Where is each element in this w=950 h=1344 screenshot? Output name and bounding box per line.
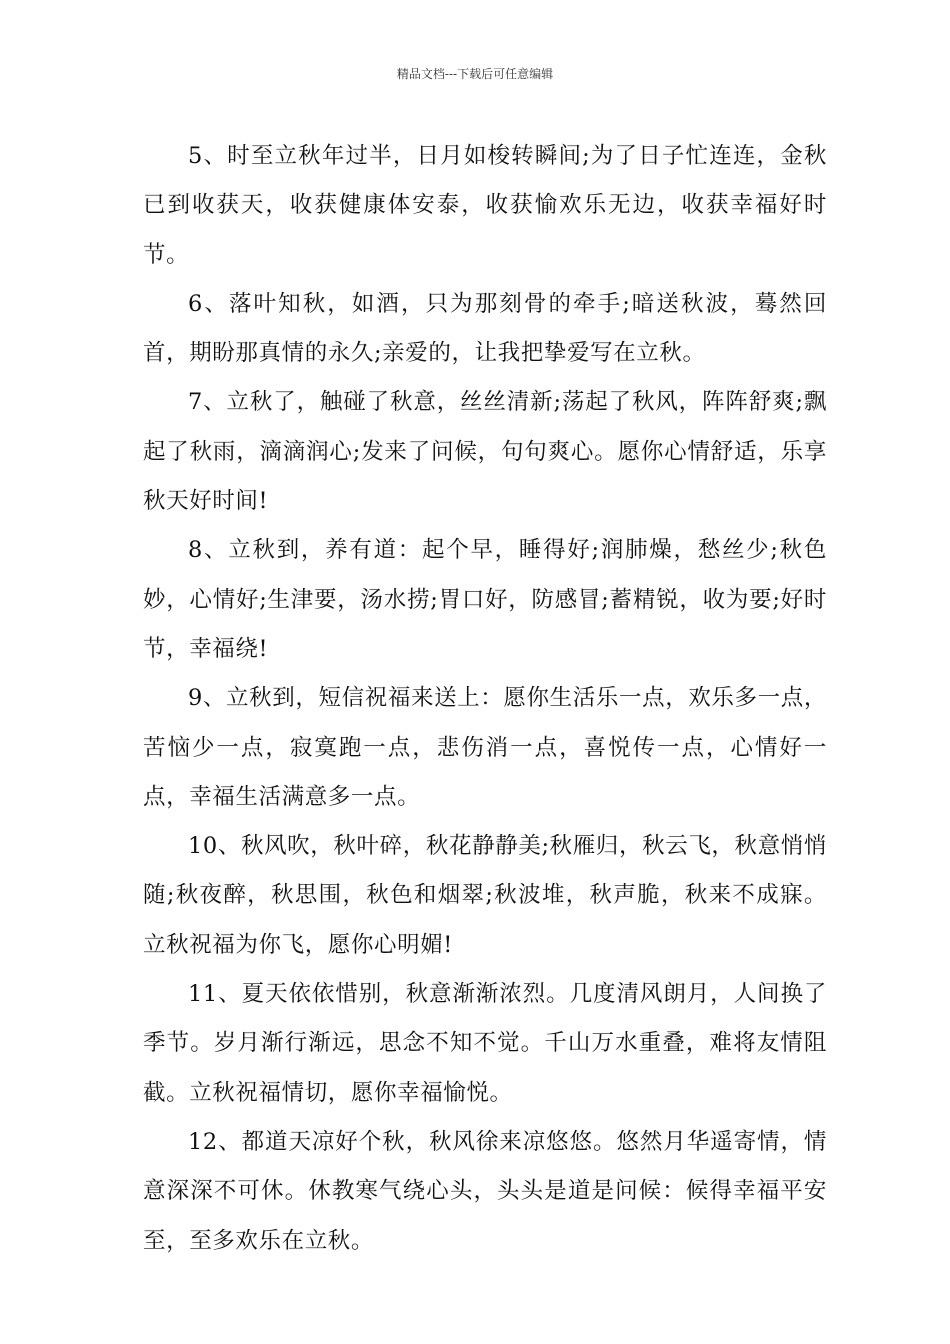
paragraph-6: 6、落叶知秋，如酒，只为那刻骨的牵手;暗送秋波，蓦然回首，期盼那真情的永久;亲爱的，让我把挚爱写在立秋。 xyxy=(143,290,827,367)
paragraph-5: 5、时至立秋年过半，日月如梭转瞬间;为了日子忙连连，金秋已到收获天，收获健康体安泰，收获愉欢乐无边，收获幸福好时节。 xyxy=(143,143,827,268)
paragraph-10: 10、秋风吹，秋叶碎，秋花静静美;秋雁归，秋云飞，秋意悄悄随;秋夜醉，秋思围，秋色和烟翠;秋波堆，秋声脆，秋来不成寐。立秋祝福为你飞，愿你心明媚! xyxy=(143,833,827,958)
document-body xyxy=(143,132,827,1266)
paragraph-8: 8、立秋到，养有道：起个早，睡得好;润肺燥，愁丝少;秋色妙，心情好;生津要，汤水捞;胃口好，防感冒;蓄精锐，收为要;好时节，幸福绕! xyxy=(143,537,827,662)
paragraph-12: 12、都道天凉好个秋，秋风徐来凉悠悠。悠然月华遥寄情，情意深深不可休。休教寒气绕心头，头头是道是问候：候得幸福平安至，至多欢乐在立秋。 xyxy=(143,1128,827,1254)
paragraph-9: 9、立秋到，短信祝福来送上：愿你生活乐一点，欢乐多一点，苦恼少一点，寂寞跑一点，悲伤消一点，喜悦传一点，心情好一点，幸福生活满意多一点。 xyxy=(143,685,827,810)
page-header: 精品文档---下载后可任意编辑 xyxy=(396,67,554,81)
paragraph-11: 11、夏天依依惜别，秋意渐渐浓烈。几度清风朗月，人间换了季节。岁月渐行渐远，思念不知不觉。千山万水重叠，难将友情阻截。立秋祝福情切，愿你幸福愉悦。 xyxy=(143,981,827,1106)
paragraph-7: 7、立秋了，触碰了秋意，丝丝清新;荡起了秋风，阵阵舒爽;飘起了秋雨，滴滴润心;发来了问候，句句爽心。愿你心情舒适，乐享秋天好时间! xyxy=(143,389,827,515)
